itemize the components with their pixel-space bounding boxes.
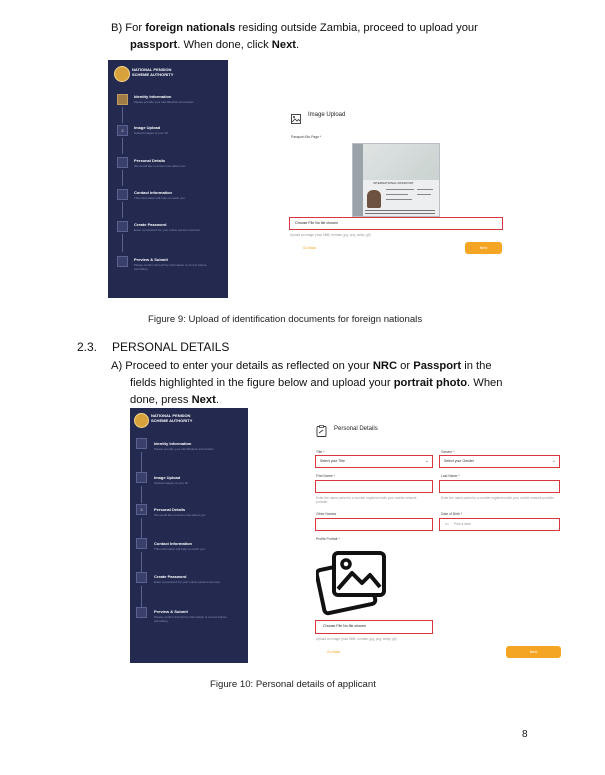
step-desc: This information will help us reach you xyxy=(154,547,205,551)
clipboard-icon xyxy=(316,424,327,442)
step-title: Preview & Submit xyxy=(134,257,168,262)
field-label: Title * xyxy=(316,450,325,454)
section-b-paragraph xyxy=(111,20,551,54)
form-title: Image Upload xyxy=(308,112,346,118)
text: done, press xyxy=(130,394,192,406)
step-connector xyxy=(141,518,142,538)
first-name-input[interactable] xyxy=(315,480,433,493)
text: in the xyxy=(461,360,492,372)
field-label: Profile Portrait * xyxy=(316,537,340,541)
portrait-file-input[interactable] xyxy=(315,620,433,634)
step-desc: Upload images of your ID xyxy=(134,131,168,135)
step-title: Image Upload xyxy=(154,475,181,480)
step-connector xyxy=(122,202,123,218)
step-indicator xyxy=(117,157,128,168)
figure10-sidebar xyxy=(130,408,248,663)
upload-hint: Upload an image (max 5MB, formats: jpg, png, webp, gif) xyxy=(290,233,371,237)
calendar-icon: ▭ xyxy=(445,521,449,526)
step-indicator xyxy=(136,504,147,515)
passport-photo xyxy=(367,190,381,208)
passport-heading: INTERNATIONAL PASSPORT xyxy=(373,181,414,185)
step-number: 3 xyxy=(140,507,143,512)
brand-line: SCHEME AUTHORITY xyxy=(151,418,193,423)
brand-line: NATIONAL PENSION xyxy=(132,67,172,72)
sidebar-brand xyxy=(151,413,192,423)
field-label: Date of Birth * xyxy=(441,512,463,516)
text: . xyxy=(215,394,219,406)
page-number: 8 xyxy=(522,729,528,740)
step-connector xyxy=(141,486,142,503)
chevron-down-icon: ⌄ xyxy=(424,458,429,464)
step-desc: Please confirm that all the information is correct before submitting xyxy=(154,615,227,623)
last-name-input[interactable] xyxy=(439,480,560,493)
title-select[interactable] xyxy=(315,455,433,468)
step-desc: Please confirm that all the information is correct before submitting xyxy=(134,263,207,271)
step-title: Identity Information xyxy=(154,441,192,446)
napsa-logo xyxy=(114,66,130,82)
step-connector xyxy=(122,234,123,252)
field-label: Passport Bio Page * xyxy=(291,135,322,139)
gender-select[interactable] xyxy=(439,455,560,468)
step-indicator xyxy=(117,221,128,232)
text: B) For xyxy=(111,22,146,34)
step-title: Image Upload xyxy=(134,125,161,130)
go-back-link[interactable]: Go Back xyxy=(303,246,317,250)
select-value: Select your Title xyxy=(320,459,345,463)
field-hint: Enter the name paired to a number registered with your mobile network provider xyxy=(441,496,554,500)
brand-line: NATIONAL PENSION xyxy=(151,413,191,418)
text: residing outside Zambia, proceed to upload your xyxy=(235,22,478,34)
text: . xyxy=(296,39,300,51)
bold-text: passport xyxy=(130,39,178,51)
form-title: Personal Details xyxy=(334,426,378,432)
text: or xyxy=(397,360,414,372)
image-upload-icon xyxy=(291,111,301,129)
field-label: Last Name * xyxy=(441,474,460,478)
section-title: PERSONAL DETAILS xyxy=(112,340,230,354)
text: fields highlighted in the figure below and upload your xyxy=(130,377,394,389)
step-title: Create Password xyxy=(134,222,167,227)
step-desc: We would like to know more about you xyxy=(134,164,186,168)
text: A) Proceed to enter your details as reflected on your xyxy=(111,360,373,372)
section-number: 2.3. xyxy=(77,340,98,354)
bold-text: portrait photo xyxy=(393,377,468,389)
step-connector xyxy=(141,452,142,472)
bold-text: NRC xyxy=(372,360,398,372)
step-number: 2 xyxy=(121,128,124,133)
step-desc: Enter a password for your online pension account xyxy=(154,580,220,584)
step-indicator xyxy=(117,256,128,267)
step-connector xyxy=(122,107,123,123)
next-button[interactable]: Next xyxy=(465,242,502,254)
bold-text: Next xyxy=(191,394,216,406)
passport-image xyxy=(352,143,440,217)
step-desc: We would like to know more about you xyxy=(154,513,206,517)
select-value: Select your Gender xyxy=(444,459,475,463)
napsa-logo xyxy=(134,413,149,428)
brand-line: SCHEME AUTHORITY xyxy=(132,72,174,77)
step-indicator xyxy=(136,438,147,449)
step-title: Identity Information xyxy=(134,94,172,99)
figure10-caption: Figure 10: Personal details of applicant xyxy=(210,679,376,690)
text: . When done, click xyxy=(177,39,272,51)
file-input-text: Choose File No file chosen xyxy=(295,221,338,225)
step-title: Preview & Submit xyxy=(154,609,188,614)
other-names-input[interactable] xyxy=(315,518,433,531)
step-indicator xyxy=(136,607,147,618)
bold-text: foreign nationals xyxy=(145,22,236,34)
step-connector xyxy=(122,138,123,154)
step-connector xyxy=(122,170,123,186)
step-indicator xyxy=(136,572,147,583)
portrait-placeholder-icon xyxy=(316,545,388,622)
passport-file-input[interactable] xyxy=(289,217,503,230)
step-title: Contact Information xyxy=(134,190,172,195)
sidebar-brand xyxy=(132,67,173,77)
bold-text: Next xyxy=(271,39,297,51)
figure9-sidebar xyxy=(108,60,228,298)
step-title: Contact Information xyxy=(154,541,192,546)
step-title: Personal Details xyxy=(154,507,186,512)
field-label: Other Names xyxy=(316,512,337,516)
file-input-text: Choose File No file chosen xyxy=(323,624,366,628)
field-hint: Enter the name paired to a number registered with your mobile network provider xyxy=(316,496,417,504)
step-desc: Please provide your identification information xyxy=(134,100,194,104)
field-label: Gender * xyxy=(441,450,455,454)
step-title: Personal Details xyxy=(134,158,166,163)
date-of-birth-input[interactable] xyxy=(439,518,560,531)
section-a-paragraph xyxy=(111,358,551,409)
text: . When xyxy=(467,377,503,389)
step-indicator xyxy=(136,538,147,549)
step-indicator xyxy=(117,189,128,200)
next-button[interactable]: Next xyxy=(506,646,561,658)
field-label: First Name * xyxy=(316,474,335,478)
step-desc: Please provide your identification information xyxy=(154,447,214,451)
step-desc: Enter a password for your online pension account xyxy=(134,228,200,232)
step-desc: Upload images of your ID xyxy=(154,481,188,485)
upload-hint: Upload an image (max 5MB, formats: jpg, png, webp, gif) xyxy=(316,637,397,641)
step-indicator xyxy=(117,94,128,105)
chevron-down-icon: ⌄ xyxy=(551,458,556,464)
step-indicator xyxy=(136,472,147,483)
step-title: Create Password xyxy=(154,574,187,579)
step-connector xyxy=(141,552,142,572)
bold-text: Passport xyxy=(413,360,462,372)
step-indicator xyxy=(117,125,128,136)
figure9-caption: Figure 9: Upload of identification documents for foreign nationals xyxy=(148,314,423,325)
step-desc: This information will help us reach you xyxy=(134,196,185,200)
go-back-link[interactable]: Go Back xyxy=(327,650,341,654)
step-connector xyxy=(141,586,142,607)
date-placeholder: Pick a date xyxy=(454,522,471,526)
